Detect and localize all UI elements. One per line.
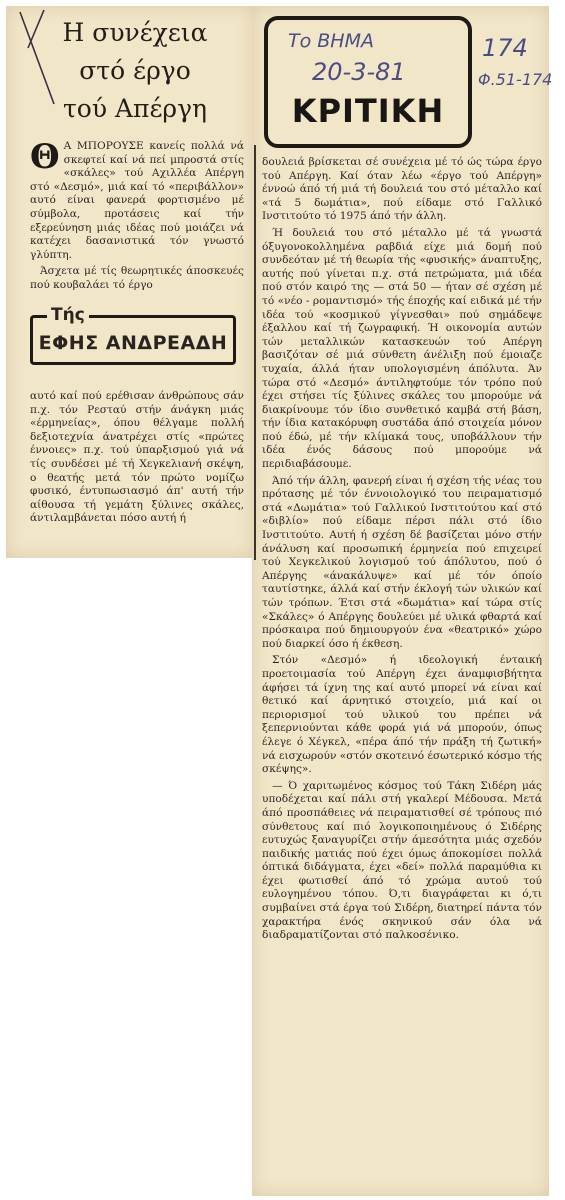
paragraph: Άπό τήν άλλη, φανερή είναι ή σχέση τής νέας του πρότασης μέ τόν έννοιολογικό του πειραματισμό στά «Δωμάτια» τού Γαλλικού Ινστιτούτου καί στό «διβλίο» πού είδαμε πέρσι πάλι στό ίδιο Ινστιτούτο. Αυτή ή σχέση δέ βασίζεται μόνο στήν άνάλυση καί προσωπική έρμηνεία πού επιχειρεί τού Χεγκελικού λογισμού τού άπόλυτου, πού ό Απέργης «άνακάλυψε» καί μέ τόν όποίο ταυτίστηκε, άλλά καί στήν έκλογή τών υλικών καί τών τρόπων. Έτσι στά «δωμάτια» καί τώρα στίς «Σκάλες» ό Απέργης δουλεύει μέ υλικά φθαρτά καί πρόσκαιρα πού δημιουργούν ένα «θεατρικό» χώρο πού διαρκεί όσο ή έκθεση.: [262, 474, 542, 650]
headline-line-2: στό έργο: [79, 56, 191, 85]
paragraph: Στόν «Δεσμό» ή ιδεολογική ένταική προετοιμασία τού Απέργη έχει άναμφισβήτητα άφήσει τά ίχνη της καί αυτό μπορεί νά είναι καί θετικό καί άρνητικό στοιχείο, μιά καί οι περιορισμοί τού υλικού του πρέπει νά ξεπερνιούνται κάθε φορά γιά νά μπορούν, όπως έλεγε ό Χέγκελ, «πέρα άπό τήν πράξη τή ζωτική» νά εισχωρούν «στόν σκοτεινό έσωτερικό κόσμο τής σκέψης».: [262, 654, 542, 776]
byline-prefix: Τής: [47, 305, 89, 325]
article-headline: [30, 14, 240, 128]
paragraph: δουλειά βρίσκεται σέ συνέχεια μέ τό ώς τώρα έργο τού Απέργη. Καί όταν λέω «έργο τού Απέργη» έννοώ άπό τή μιά τή δουλειά του στό μέταλλο καί «τά 5 δωμάτια», πού είδαμε στό Γαλλικό Ινστιτούτο τό 1975 άπό τήν άλλη.: [262, 156, 542, 223]
headline-line-1: Η συνέχεια: [62, 18, 208, 47]
section-stamp: [264, 16, 472, 148]
handwritten-archive-number: 174: [482, 34, 528, 62]
section-title: ΚΡΙΤΙΚΗ: [291, 92, 445, 130]
headline-line-3: τού Απέργη: [62, 94, 208, 123]
paragraph: Ή δουλειά του στό μέταλλο μέ τά γνωστά όξυγονοκολλημένα ραβδιά είχε μιά δομή πού συνδεόταν μέ τή θεωρία τής «φυσικής» άναπτυξης, αυτής πού γίνεται π.χ. στά πετρώματα, μιά ιδέα πού στόν καιρό της — στά 50 — ήταν σέ σχέση μέ τό «νέο - ρομαντισμό» τής έποχής καί ειδικά μέ τήν ιδέα τού «κοσμικού γίγνεσθαι» πού σημάδεψε έξαλλου καί τή ζωγραφική. Ή οικονομία αυτών τών μεταλλικών κατασκευών τού Απέργη βασιζόταν σέ μιά σύνθετη άνέλιξη πού έμοιαζε τυχαία, άλλά ήταν υπολογισμένη άπόλυτα. Άν τώρα στό «Δεσμό» άντιληφτούμε τόν τρόπο πού έχει στήσει τίς ξύλινες σκάλες του μπορούμε νά διακρίνουμε τόν ίδιο συνθετικό καμβά στή βάση, τήν ίδια κατακόρυφη συστάδα άπό στοιχεία μόνον πού έδώ, μέ τήν κλίμακά τους, υποβάλλουν τήν ιδέα ένός δάσους πού μπορούμε νά περιδιαβάσουμε.: [262, 226, 542, 471]
byline-author-name: ΕΦΗΣ ΑΝΔΡΕΑΔΗ: [38, 332, 228, 354]
paragraph: αυτό καί πού ερέθισαν άνθρώπους σάν π.χ. τόν Ρεσταύ στήν άνάγκη μιάς «έρμηνείας», όπου θέλγαμε πολλή δεξιοτεχνία άνατρέχει στίς «πρώτες έννοιες» π.χ. τού ύπαρξισμού γιά νά τίς συνδέσει μέ τή Χεγκελιανή σκέψη, ο θεατής μετά τόν πρώτο νομίζω φυσικό, έντυπωσιασμό άπ' αυτή τήν αίθουσα τή γεμάτη ξύλινες σκάλες, άντιλαμβάνεται πόσο αυτή ή: [30, 390, 244, 525]
handwritten-date: 20-3-81: [312, 58, 406, 86]
handwritten-archive-code: Φ.51-174: [478, 70, 553, 89]
handwritten-newspaper-name: Το ΒΗΜΑ: [288, 30, 374, 52]
article-column-left-bottom: [30, 390, 244, 529]
lead-paragraph: [30, 137, 244, 262]
article-column-left-top: [30, 137, 244, 296]
paragraph: Άσχετα μέ τίς θεωρητικές άποσκευές πού κουβαλάει τό έργο: [30, 265, 244, 291]
lead-paragraph-text: Α ΜΠΟΡΟΥΣΕ κανείς πολλά νά σκεφτεί καί νά πεί μπροστά στίς «σκάλες» τού Αχιλλέα Απέργη στό «Δεσμό», μιά καί τό «περιβάλλον» αυτό είναι φανερά φορτισμένο μέ σύμβολα, προτάσεις καί τήν εξερεύνηση μιάς ιδέας πού μοιάζει νά κατέχει δασανιστικά τόν γνωστό γλύπτη.: [30, 140, 244, 261]
article-column-right: [262, 156, 542, 946]
paragraph: — Ό χαριτωμένος κόσμος τού Τάκη Σιδέρη μάς υποδέχεται καί πάλι στή γκαλερί Μέδουσα. Μετά άπό προσπάθειες νά πειραματισθεί σέ τρόπους πιό σύνθετους καί πιό λογικοποιημένους ό Σιδέρης ευτυχώς ξαναγυρίζει στήν άμεσότητα μιάς σχεδόν παιδικής ματιάς πού έχει όμως άποκομίσει πολλά όπτικά διδάγματα, έχει «δεί» πολλά παραμύθια κι έχει φωτισθεί άπό τό χρώμα αυτού τού ευλογημένου τόπου. Ό,τι διαγράφεται κι ό,τι συμβαίνει στά έργα τού Σιδέρη, διατηρεί πάντα τόν χαρακτήρα ένός σκηνικού σάν όλα νά διαδραματίζονται στό παλκοσένικο.: [262, 779, 542, 942]
column-divider: [254, 145, 256, 560]
drop-cap: Θ: [30, 137, 60, 177]
byline: [30, 305, 236, 365]
